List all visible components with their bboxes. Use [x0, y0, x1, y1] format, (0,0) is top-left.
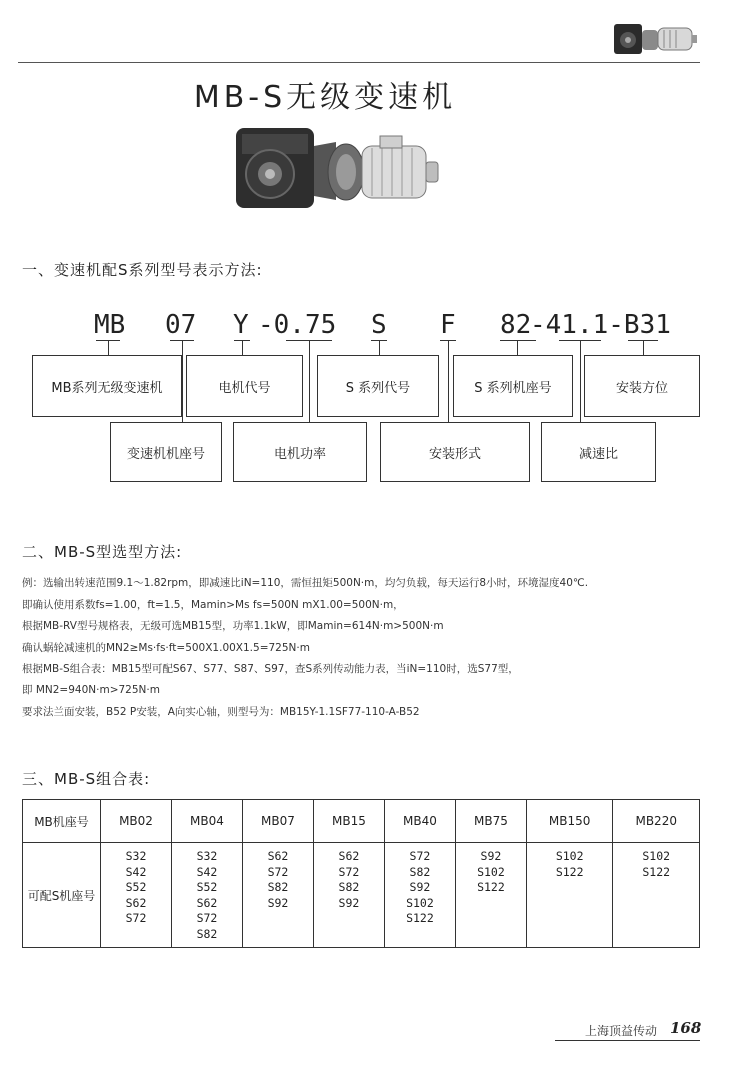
list-item: S72 — [409, 849, 431, 863]
section1-heading: 一、变速机配S系列型号表示方法: — [22, 261, 263, 279]
code-part-size: 07 — [165, 310, 197, 340]
box-motor-code: 电机代号 — [186, 355, 303, 417]
list-item: S102 — [477, 864, 505, 879]
footer-rule — [555, 1040, 700, 1041]
page-number: 168 — [670, 1019, 702, 1037]
list-item: S82 — [196, 926, 218, 941]
selection-text-line: 例：选输出转速范围9.1～1.82rpm，即减速比iN=110，需恒扭矩500N·m，均匀负载，每天运行8小时，环境湿度40℃. — [22, 577, 589, 589]
table-row-label: 可配S机座号 — [23, 843, 101, 948]
code-part-ratio-position: -41.1-B31 — [530, 310, 671, 340]
list-item: S122 — [555, 864, 584, 879]
table-header-cell: MB04 — [171, 800, 242, 843]
list-item: S122 — [406, 911, 434, 925]
list-item: S92 — [267, 895, 289, 910]
table-cell — [101, 843, 172, 948]
list-item: S92 — [409, 880, 431, 894]
box-s-series-code: S 系列代号 — [317, 355, 439, 417]
list-item: S102 — [406, 895, 434, 910]
list-item: S72 — [267, 864, 289, 879]
selection-text-line: 根据MB-RV型号规格表，无级可选MB15型，功率1.1kW，即Mamin=614N·m>500N·m — [22, 620, 444, 632]
header-rule — [18, 62, 700, 63]
list-item: S62 — [338, 849, 360, 863]
box-mount-type: 安装形式 — [380, 422, 530, 482]
box-mb-series: MB系列无级变速机 — [32, 355, 182, 417]
list-item: S102 — [555, 849, 584, 863]
list-item: S32 — [196, 849, 218, 863]
list-item: S92 — [338, 895, 360, 910]
code-part-power: -0.75 — [258, 310, 337, 340]
table-cell — [526, 843, 613, 948]
list-item: S62 — [267, 849, 289, 863]
list-item: S72 — [196, 911, 218, 925]
page-title: MB-S无级变速机 — [193, 80, 457, 115]
code-part-series: S — [371, 310, 387, 340]
table-header-cell: MB40 — [384, 800, 455, 843]
list-item: S42 — [125, 864, 147, 879]
box-s-frame: S 系列机座号 — [453, 355, 573, 417]
code-part-frame: 82 — [500, 310, 532, 340]
list-item: S52 — [196, 880, 218, 894]
table-header-cell: MB02 — [101, 800, 172, 843]
selection-text-line: 即 MN2=940N·m>725N·m — [22, 684, 160, 696]
selection-text-line: 根据MB-S组合表：MB15型可配S67、S77、S87、S97，查S系列传动能力表，当iN=110时，选S77型， — [22, 663, 519, 675]
table-row — [23, 843, 700, 948]
list-item: S72 — [125, 911, 147, 925]
list-item: S82 — [409, 864, 431, 879]
list-item: S32 — [125, 849, 147, 863]
list-item: S62 — [196, 895, 218, 910]
table-cell — [455, 843, 526, 948]
table-cell — [613, 843, 700, 948]
selection-text-line: 要求法兰面安装，B52 P安装，A向实心轴，则型号为：MB15Y-1.1SF77-110-A-B52 — [22, 706, 420, 718]
box-reducer-frame: 变速机机座号 — [110, 422, 222, 482]
table-header-cell: MB220 — [613, 800, 700, 843]
header-motor-thumbnail — [612, 20, 698, 58]
table-header-row — [23, 800, 700, 843]
table-cell — [384, 843, 455, 948]
section2-heading: 二、MB-S型选型方法: — [22, 543, 183, 561]
table-header-label: MB机座号 — [23, 800, 101, 843]
combination-table — [22, 799, 700, 948]
table-header-cell: MB150 — [526, 800, 613, 843]
list-item: S42 — [196, 864, 218, 879]
section3-heading: 三、MB-S组合表: — [22, 770, 151, 788]
table-cell — [242, 843, 313, 948]
code-part-mount: F — [440, 310, 456, 340]
table-cell — [313, 843, 384, 948]
list-item: S52 — [125, 880, 147, 894]
list-item: S72 — [338, 864, 360, 879]
list-item: S82 — [338, 880, 360, 894]
table-header-cell: MB07 — [242, 800, 313, 843]
code-part-mb: MB — [94, 310, 126, 340]
product-image — [232, 122, 442, 214]
table-cell — [171, 843, 242, 948]
footer-company: 上海顶益传动 — [585, 1024, 658, 1038]
list-item: S92 — [480, 849, 502, 863]
list-item: S122 — [642, 864, 671, 879]
selection-text-line: 确认蜗轮减速机的MN2≥Ms·fs·ft=500X1.00X1.5=725N·m — [22, 642, 310, 654]
box-mount-position: 安装方位 — [584, 355, 700, 417]
table-header-cell: MB75 — [455, 800, 526, 843]
list-item: S122 — [477, 880, 505, 894]
list-item: S82 — [267, 880, 289, 894]
box-motor-power: 电机功率 — [233, 422, 367, 482]
list-item: S62 — [125, 895, 147, 910]
table-header-cell: MB15 — [313, 800, 384, 843]
list-item: S102 — [642, 849, 671, 863]
code-part-motor: Y — [233, 310, 249, 340]
selection-text-line: 即确认使用系数fs=1.00，ft=1.5，Mamin>Ms fs=500N mX1.00=500N·m， — [22, 599, 404, 611]
box-ratio: 减速比 — [541, 422, 656, 482]
